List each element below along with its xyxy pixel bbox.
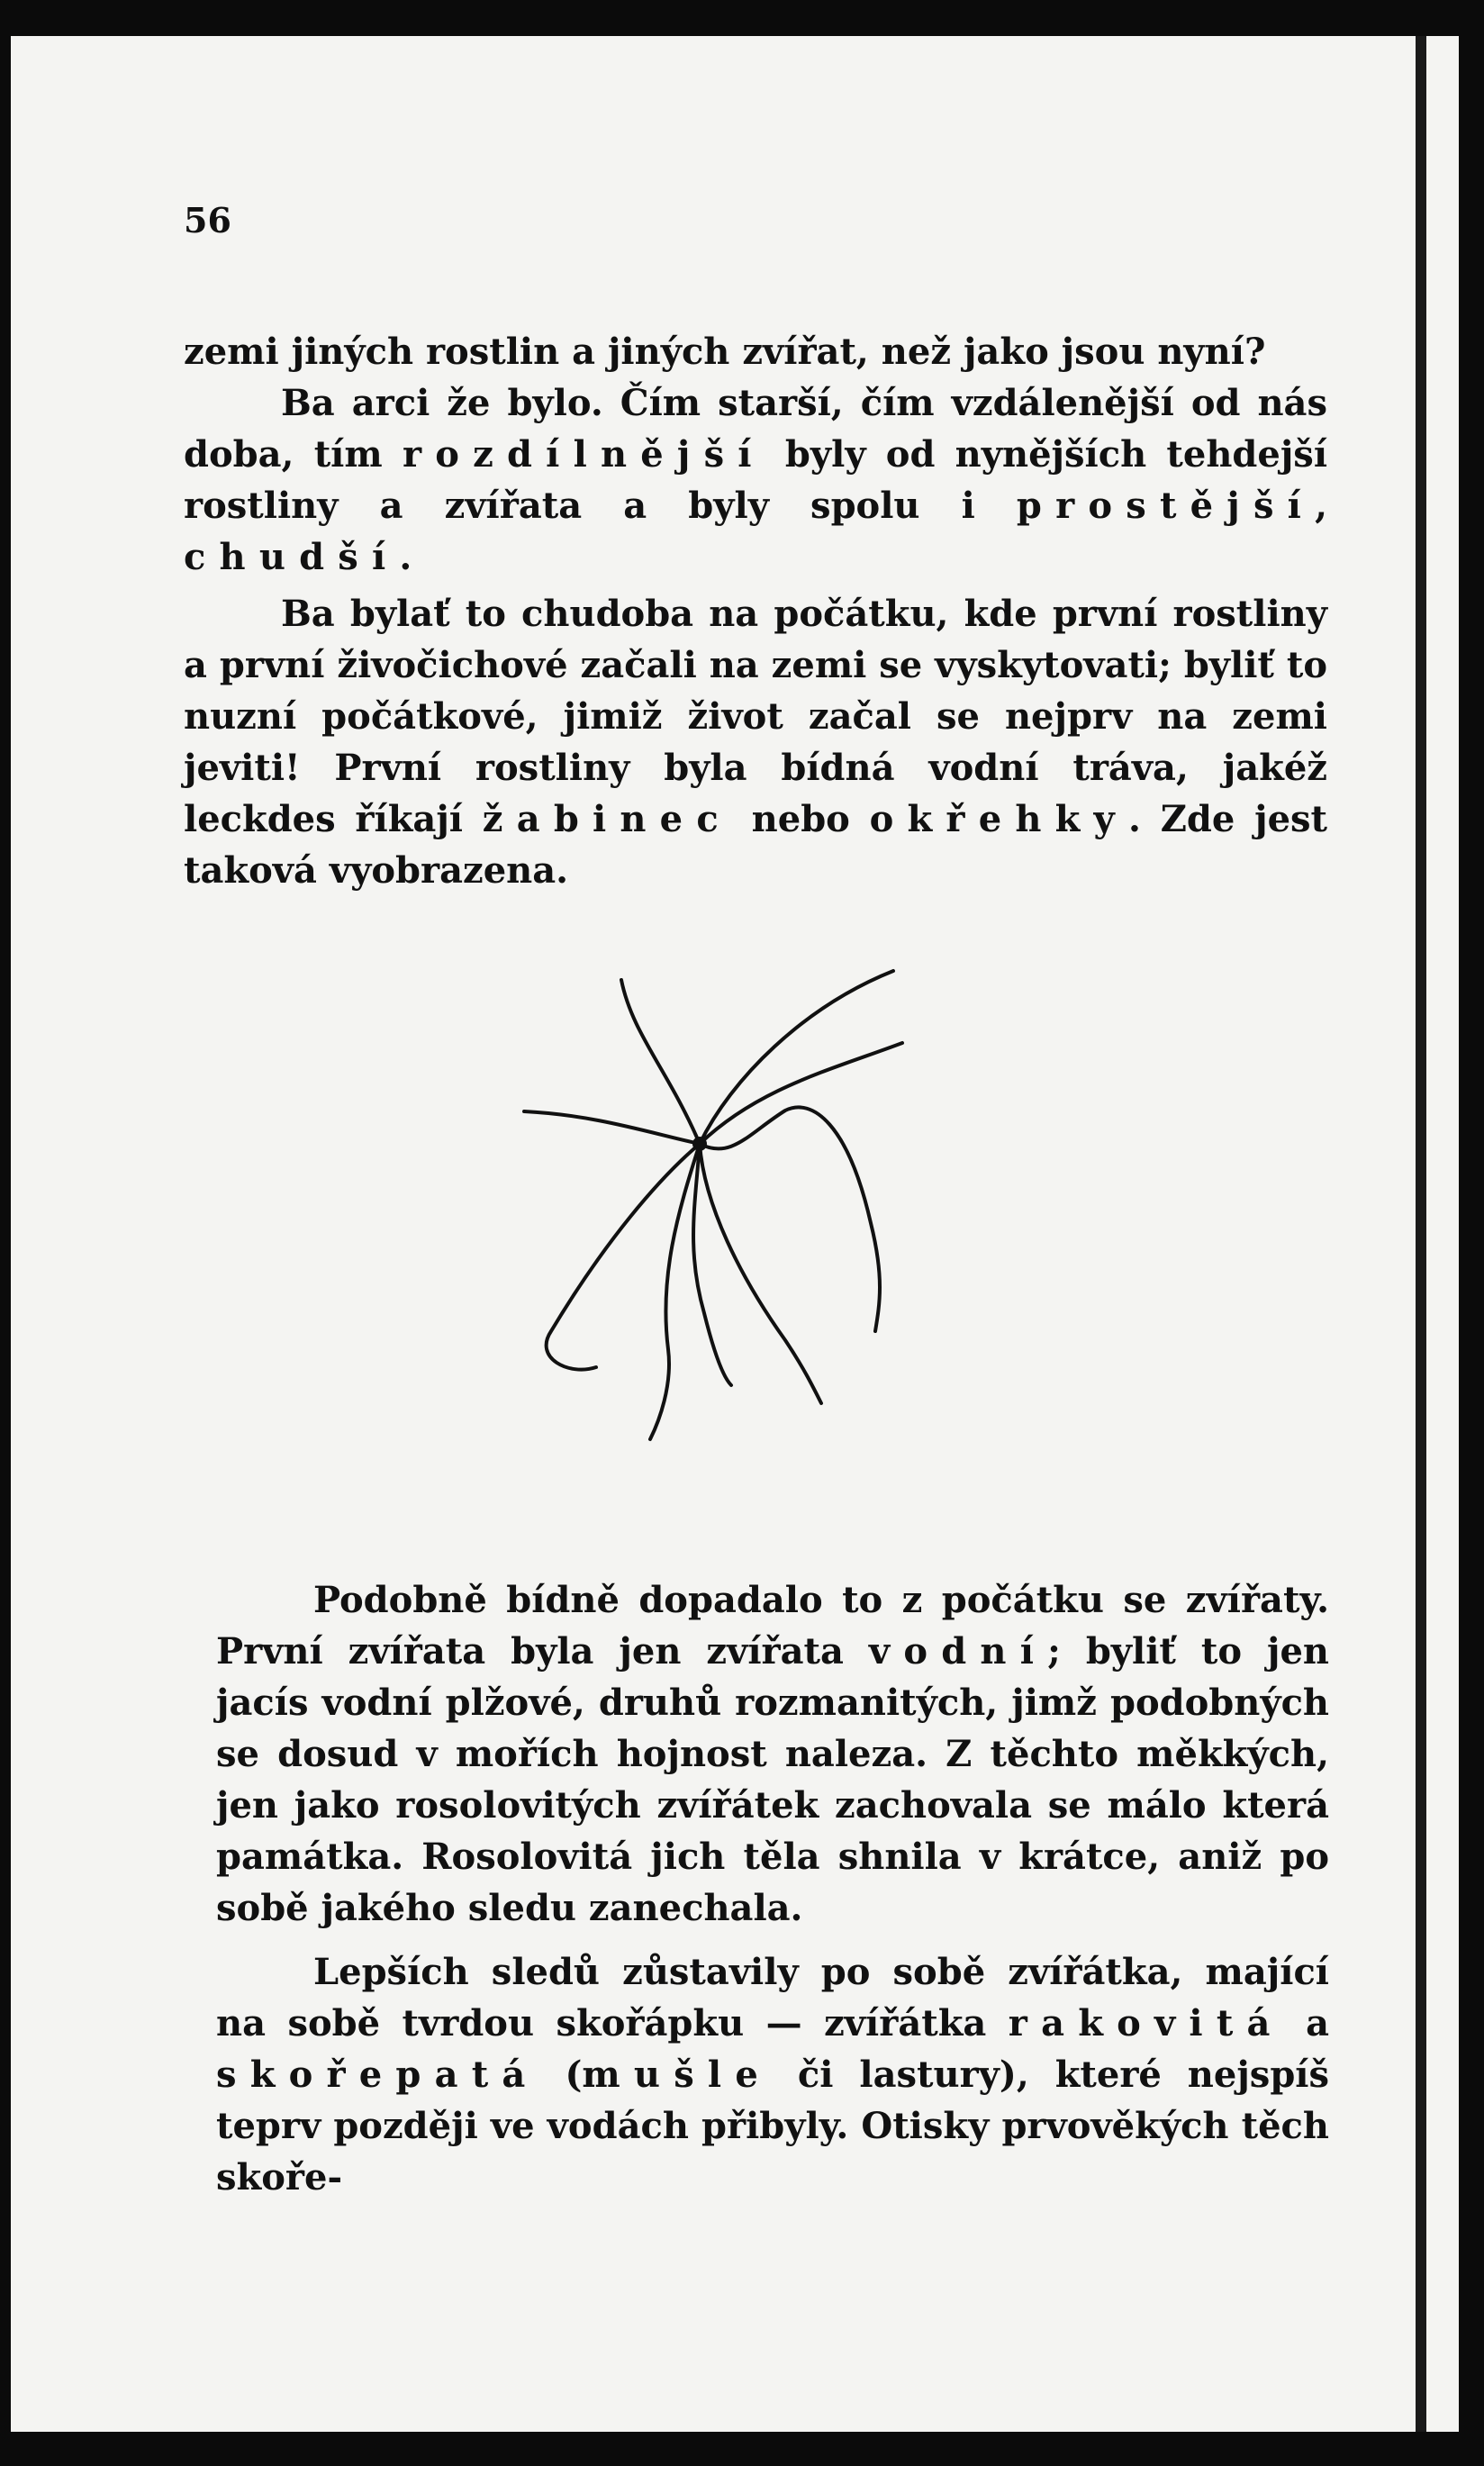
text-block-bottom [216, 1574, 1329, 2203]
book-page [11, 36, 1459, 2432]
water-plant-illustration [515, 953, 983, 1529]
paragraph-3: Ba bylať to chudoba na počátku, kde první rostliny a první živočichové začali na zemi se vyskytovati; byliť to nuzní počátkové, jimiž život začal se nejprv na zemi jeviti! První rostliny byla bídná vodní tráva, jakéž leckdes říkají žabinec nebo okřehky. Zde jest taková vyobrazena. [184, 593, 1328, 892]
paragraph-5: Lepších sledů zůstavily po sobě zvířátka, mající na sobě tvrdou skořápku — zvířátka rakovitá a skořepatá (mušle či lastury), které nejspíš teprv později ve vodách přibyly. Otisky prvověkých těch skoře- [216, 1951, 1330, 2199]
paragraph-2: Ba arci že bylo. Čím starší, čím vzdálenější od nás doba, tím rozdílnější byly od nynějších tehdejší rostliny a zvířata a byly spolu i prostější, chudší. [184, 382, 1328, 578]
paragraph-4: Podobně bídně dopadalo to z počátku se zvířaty. První zvířata byla jen zvířata vodní; byliť to jen jacís vodní plžové, druhů rozmanitých, jimž podobných se dosud v mořích hojnost naleza. Z těchto měkkých, jen jako rosolovitých zvířátek zachovala se málo která památka. Rosolovitá jich těla shnila v krátce, aniž po sobě jakého sledu zanechala. [216, 1579, 1329, 1929]
page-edge-shadow [1416, 36, 1426, 2432]
page-number: 56 [184, 200, 231, 240]
plant-center-dot [692, 1137, 707, 1151]
text-block-top [184, 326, 1327, 896]
paragraph-1: zemi jiných rostlin a jiných zvířat, než jako jsou nyní? [184, 331, 1266, 373]
